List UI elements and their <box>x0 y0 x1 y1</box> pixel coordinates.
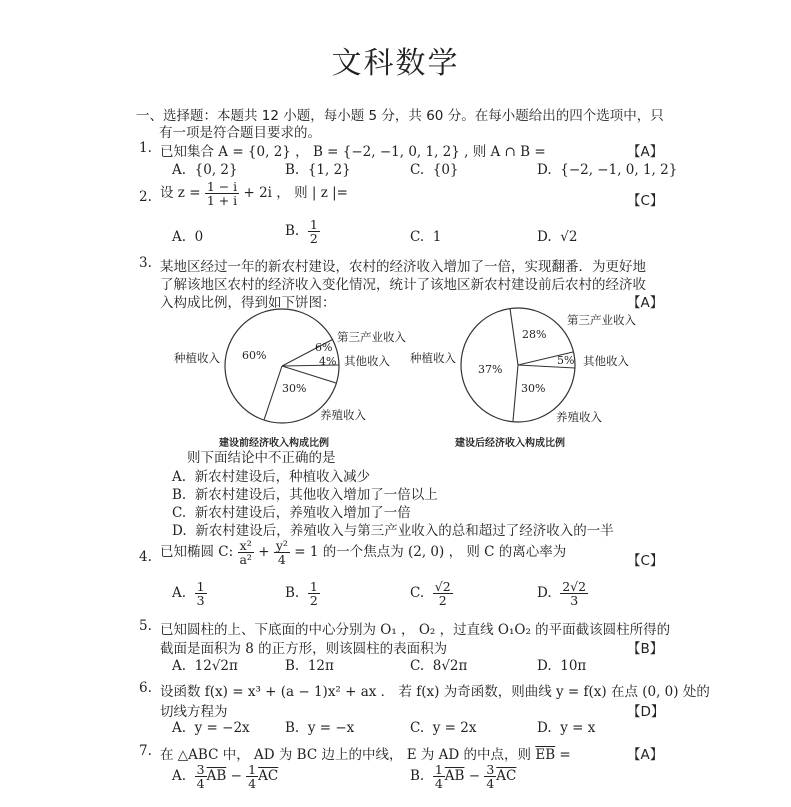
q7-option-b: B. $\frac{1}{4}$ $\overline{AB}$ − $\frac{3}{4}$ $\overline{AC}$ <box>410 762 517 792</box>
q3-line1: 某地区经过一年的新农村建设，农村的经济收入增加了一倍，实现翻番．为更好地 <box>160 259 646 275</box>
q1-number: 1. <box>139 140 152 156</box>
q6-number: 6. <box>139 680 152 696</box>
q5-answer: 【B】 <box>627 641 664 657</box>
q1-option-d: D. {−2, −1, 0, 1, 2} <box>537 162 678 178</box>
q5-number: 5. <box>139 618 152 634</box>
q6-option-c: C. y = 2x <box>410 720 477 736</box>
q3-option-a: A. 新农村建设后，种植收入减少 <box>172 469 371 485</box>
pie-after-divider-4 <box>513 365 518 421</box>
q7-option-a: A. $\frac{3}{4}$ $\overline{AB}$ − $\frac{1}{4}$ $\overline{AC}$ <box>172 762 279 792</box>
q6-line1: 设函数 f(x) = x³ + (a − 1)x² + ax ． 若 f(x) 为奇函数，则曲线 y = f(x) 在点 (0, 0) 处的 <box>160 684 710 700</box>
q3-answer: 【A】 <box>627 295 664 311</box>
q6-option-d: D. y = x <box>537 720 596 736</box>
q1-option-a: A. {0, 2} <box>172 162 238 178</box>
pie-after-pct-breed: 30% <box>521 382 546 395</box>
pie-before-label-other: 其他收入 <box>344 354 390 368</box>
q6-answer: 【D】 <box>627 704 665 720</box>
q5-option-a: A. 12√2π <box>172 658 238 674</box>
pie-before-pct-plant: 60% <box>242 349 267 362</box>
q5-option-d: D. 10π <box>537 658 587 674</box>
pie-before-caption: 建设前经济收入构成比例 <box>219 438 329 449</box>
q5-option-c: C. 8√2π <box>410 658 468 674</box>
q7-stem: 在 △ABC 中， AD 为 BC 边上的中线， E 为 AD 的中点，则 $\overline{EB}$ = <box>160 747 571 763</box>
q4-option-b: B. $\frac{1}{2}$ <box>285 579 318 609</box>
q2-option-a: A. 0 <box>172 229 204 245</box>
q1-option-c: C. {0} <box>410 162 459 178</box>
pie-after-label-other: 其他收入 <box>583 354 629 368</box>
pie-before-label-breed: 养殖收入 <box>320 408 366 422</box>
q2-fraction: $\frac{1 - i}{1 + i}$ <box>206 179 238 209</box>
q3-line3: 入构成比例，得到如下饼图： <box>160 295 336 311</box>
q3-option-c: C. 新农村建设后，养殖收入增加了一倍 <box>172 505 411 521</box>
q6-option-a: A. y = −2x <box>172 720 250 736</box>
q5-line2: 截面是面积为 8 的正方形，则该圆柱的表面积为 <box>160 641 448 657</box>
section-heading-line2: 有一项是符合题目要求的。 <box>159 125 321 141</box>
q3-option-d: D. 新农村建设后，养殖收入与第三产业收入的总和超过了经济收入的一半 <box>172 523 614 539</box>
pie-before-label-plant: 种植收入 <box>174 351 220 365</box>
q2-option-d: D. √2 <box>537 229 578 245</box>
q2-stem: 设 z = $\frac{1 - i}{1 + i}$ + 2i ， 则 | z |= <box>160 179 348 209</box>
q4-option-d: D. $\frac{2√2}{3}$ <box>537 579 587 609</box>
q4-option-c: C. $\frac{√2}{2}$ <box>410 579 451 609</box>
q7-number: 7. <box>139 743 152 759</box>
q2-number: 2. <box>139 189 152 205</box>
q2-option-b: B. $\frac{1}{2}$ <box>285 217 318 247</box>
pie-before-pct-breed: 30% <box>282 382 307 395</box>
q1-stem: 已知集合 A = {0, 2} ， B = {−2, −1, 0, 1, 2} , 则 A ∩ B = <box>160 144 546 160</box>
pie-before-pct-third: 6% <box>315 341 333 354</box>
pie-after-pct-other: 5% <box>557 354 575 367</box>
pie-before-pct-other: 4% <box>319 355 337 368</box>
q6-line2: 切线方程为 <box>160 704 228 720</box>
q5-option-b: B. 12π <box>285 658 334 674</box>
pie-after-divider-1 <box>510 309 518 366</box>
section-heading-line1: 一、选择题：本题共 12 小题，每小题 5 分，共 60 分。在每小题给出的四个选项中，只 <box>136 108 664 124</box>
q3-option-b: B. 新农村建设后，其他收入增加了一倍以上 <box>172 487 438 503</box>
q4-answer: 【C】 <box>627 553 664 569</box>
q5-line1: 已知圆柱的上、下底面的中心分别为 O₁ ， O₂ ，过直线 O₁O₂ 的平面截该圆柱所得的 <box>160 622 671 638</box>
pie-before-divider-4 <box>264 366 282 420</box>
pie-after-label-plant: 种植收入 <box>410 351 456 365</box>
q2-option-c: C. 1 <box>410 229 442 245</box>
pie-after-caption: 建设后经济收入构成比例 <box>455 438 565 449</box>
q7-answer: 【A】 <box>627 747 664 763</box>
pie-before-label-third: 第三产业收入 <box>337 330 406 344</box>
q1-option-b: B. {1, 2} <box>285 162 351 178</box>
q6-option-b: B. y = −x <box>285 720 355 736</box>
q3-number: 3. <box>139 255 152 271</box>
q3-lead: 则下面结论中不正确的是 <box>187 450 336 466</box>
pie-after-label-third: 第三产业收入 <box>567 313 636 327</box>
pie-after-pct-plant: 37% <box>478 363 503 376</box>
page-title: 文科数学 <box>331 46 460 81</box>
pie-before-divider-3 <box>282 366 336 383</box>
q2-answer: 【C】 <box>627 193 664 209</box>
q3-line2: 了解该地区农村的经济收入变化情况，统计了该地区新农村建设前后农村的经济收 <box>160 277 646 293</box>
q4-number: 4. <box>139 549 152 565</box>
pie-after-pct-third: 28% <box>522 328 547 341</box>
pie-after-label-breed: 养殖收入 <box>556 410 602 424</box>
q1-answer: 【A】 <box>627 144 664 160</box>
q4-option-a: A. $\frac{1}{3}$ <box>172 579 205 609</box>
q4-stem: 已知椭圆 C: $\frac{\text{x²}}{\text{a²}}$ + $\frac{\text{y²}}{4}$ = 1 的一个焦点为 (2, 0) ， 则 C 的离心率为 <box>160 538 567 568</box>
